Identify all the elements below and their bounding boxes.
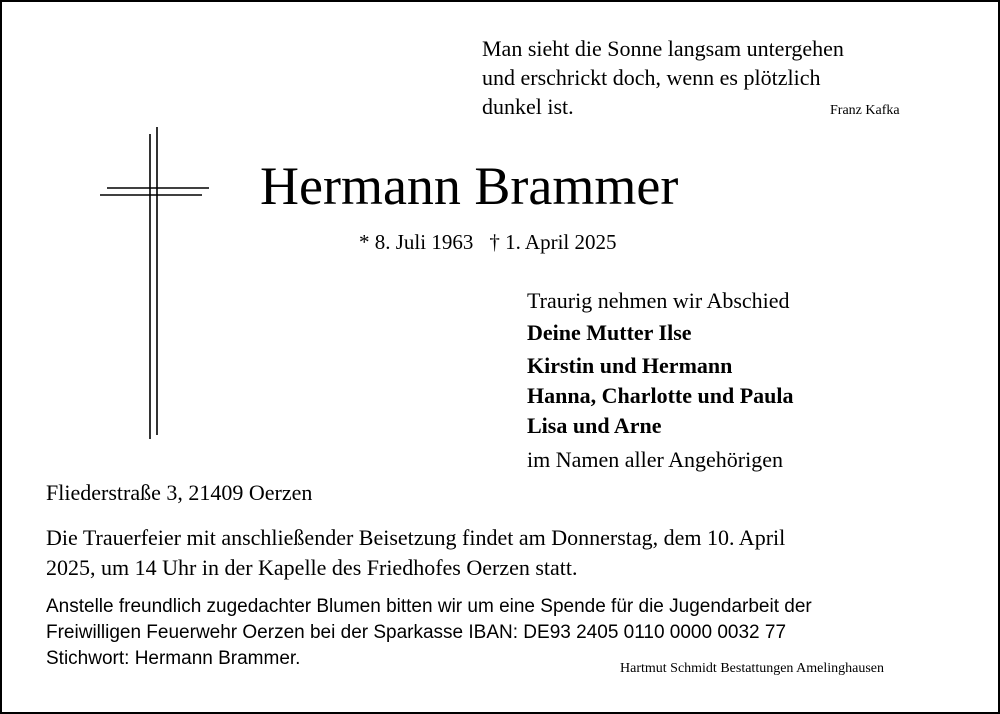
- donation-line: Stichwort: Hermann Brammer.: [46, 648, 301, 669]
- deceased-name: Hermann Brammer: [260, 156, 679, 216]
- service-line: Die Trauerfeier mit anschließender Beisetzung findet am Donnerstag, dem 10. April: [46, 525, 786, 550]
- birth-date: * 8. Juli 1963: [359, 230, 474, 254]
- quote-line: und erschrickt doch, wenn es plötzlich: [482, 65, 821, 90]
- quote-line: Man sieht die Sonne langsam untergehen: [482, 36, 844, 61]
- donation-line: Freiwilligen Feuerwehr Oerzen bei der Sparkasse IBAN: DE93 2405 0110 0000 0032 77: [46, 622, 787, 643]
- mourners-intro: Traurig nehmen wir Abschied: [527, 288, 790, 313]
- quote-line: dunkel ist.: [482, 94, 574, 119]
- quote: [482, 34, 844, 121]
- mourner-name: Kirstin und Hermann: [527, 353, 733, 378]
- undertaker: Hartmut Schmidt Bestattungen Amelinghausen: [620, 661, 885, 676]
- quote-author: Franz Kafka: [830, 103, 900, 118]
- death-date: † 1. April 2025: [489, 230, 617, 254]
- mourner-name: Deine Mutter Ilse: [527, 320, 692, 345]
- mourners-closing: im Namen aller Angehörigen: [527, 447, 783, 472]
- life-dates: [359, 230, 617, 255]
- service-line: 2025, um 14 Uhr in der Kapelle des Friedhofes Oerzen statt.: [46, 555, 578, 580]
- donation-line: Anstelle freundlich zugedachter Blumen bitten wir um eine Spende für die Jugendarbeit der: [46, 596, 812, 617]
- service-info: [46, 523, 785, 583]
- mourner-name: Lisa und Arne: [527, 413, 662, 438]
- mourner-name: Hanna, Charlotte und Paula: [527, 383, 794, 408]
- mourners-block: [527, 286, 794, 475]
- address: Fliederstraße 3, 21409 Oerzen: [46, 480, 313, 505]
